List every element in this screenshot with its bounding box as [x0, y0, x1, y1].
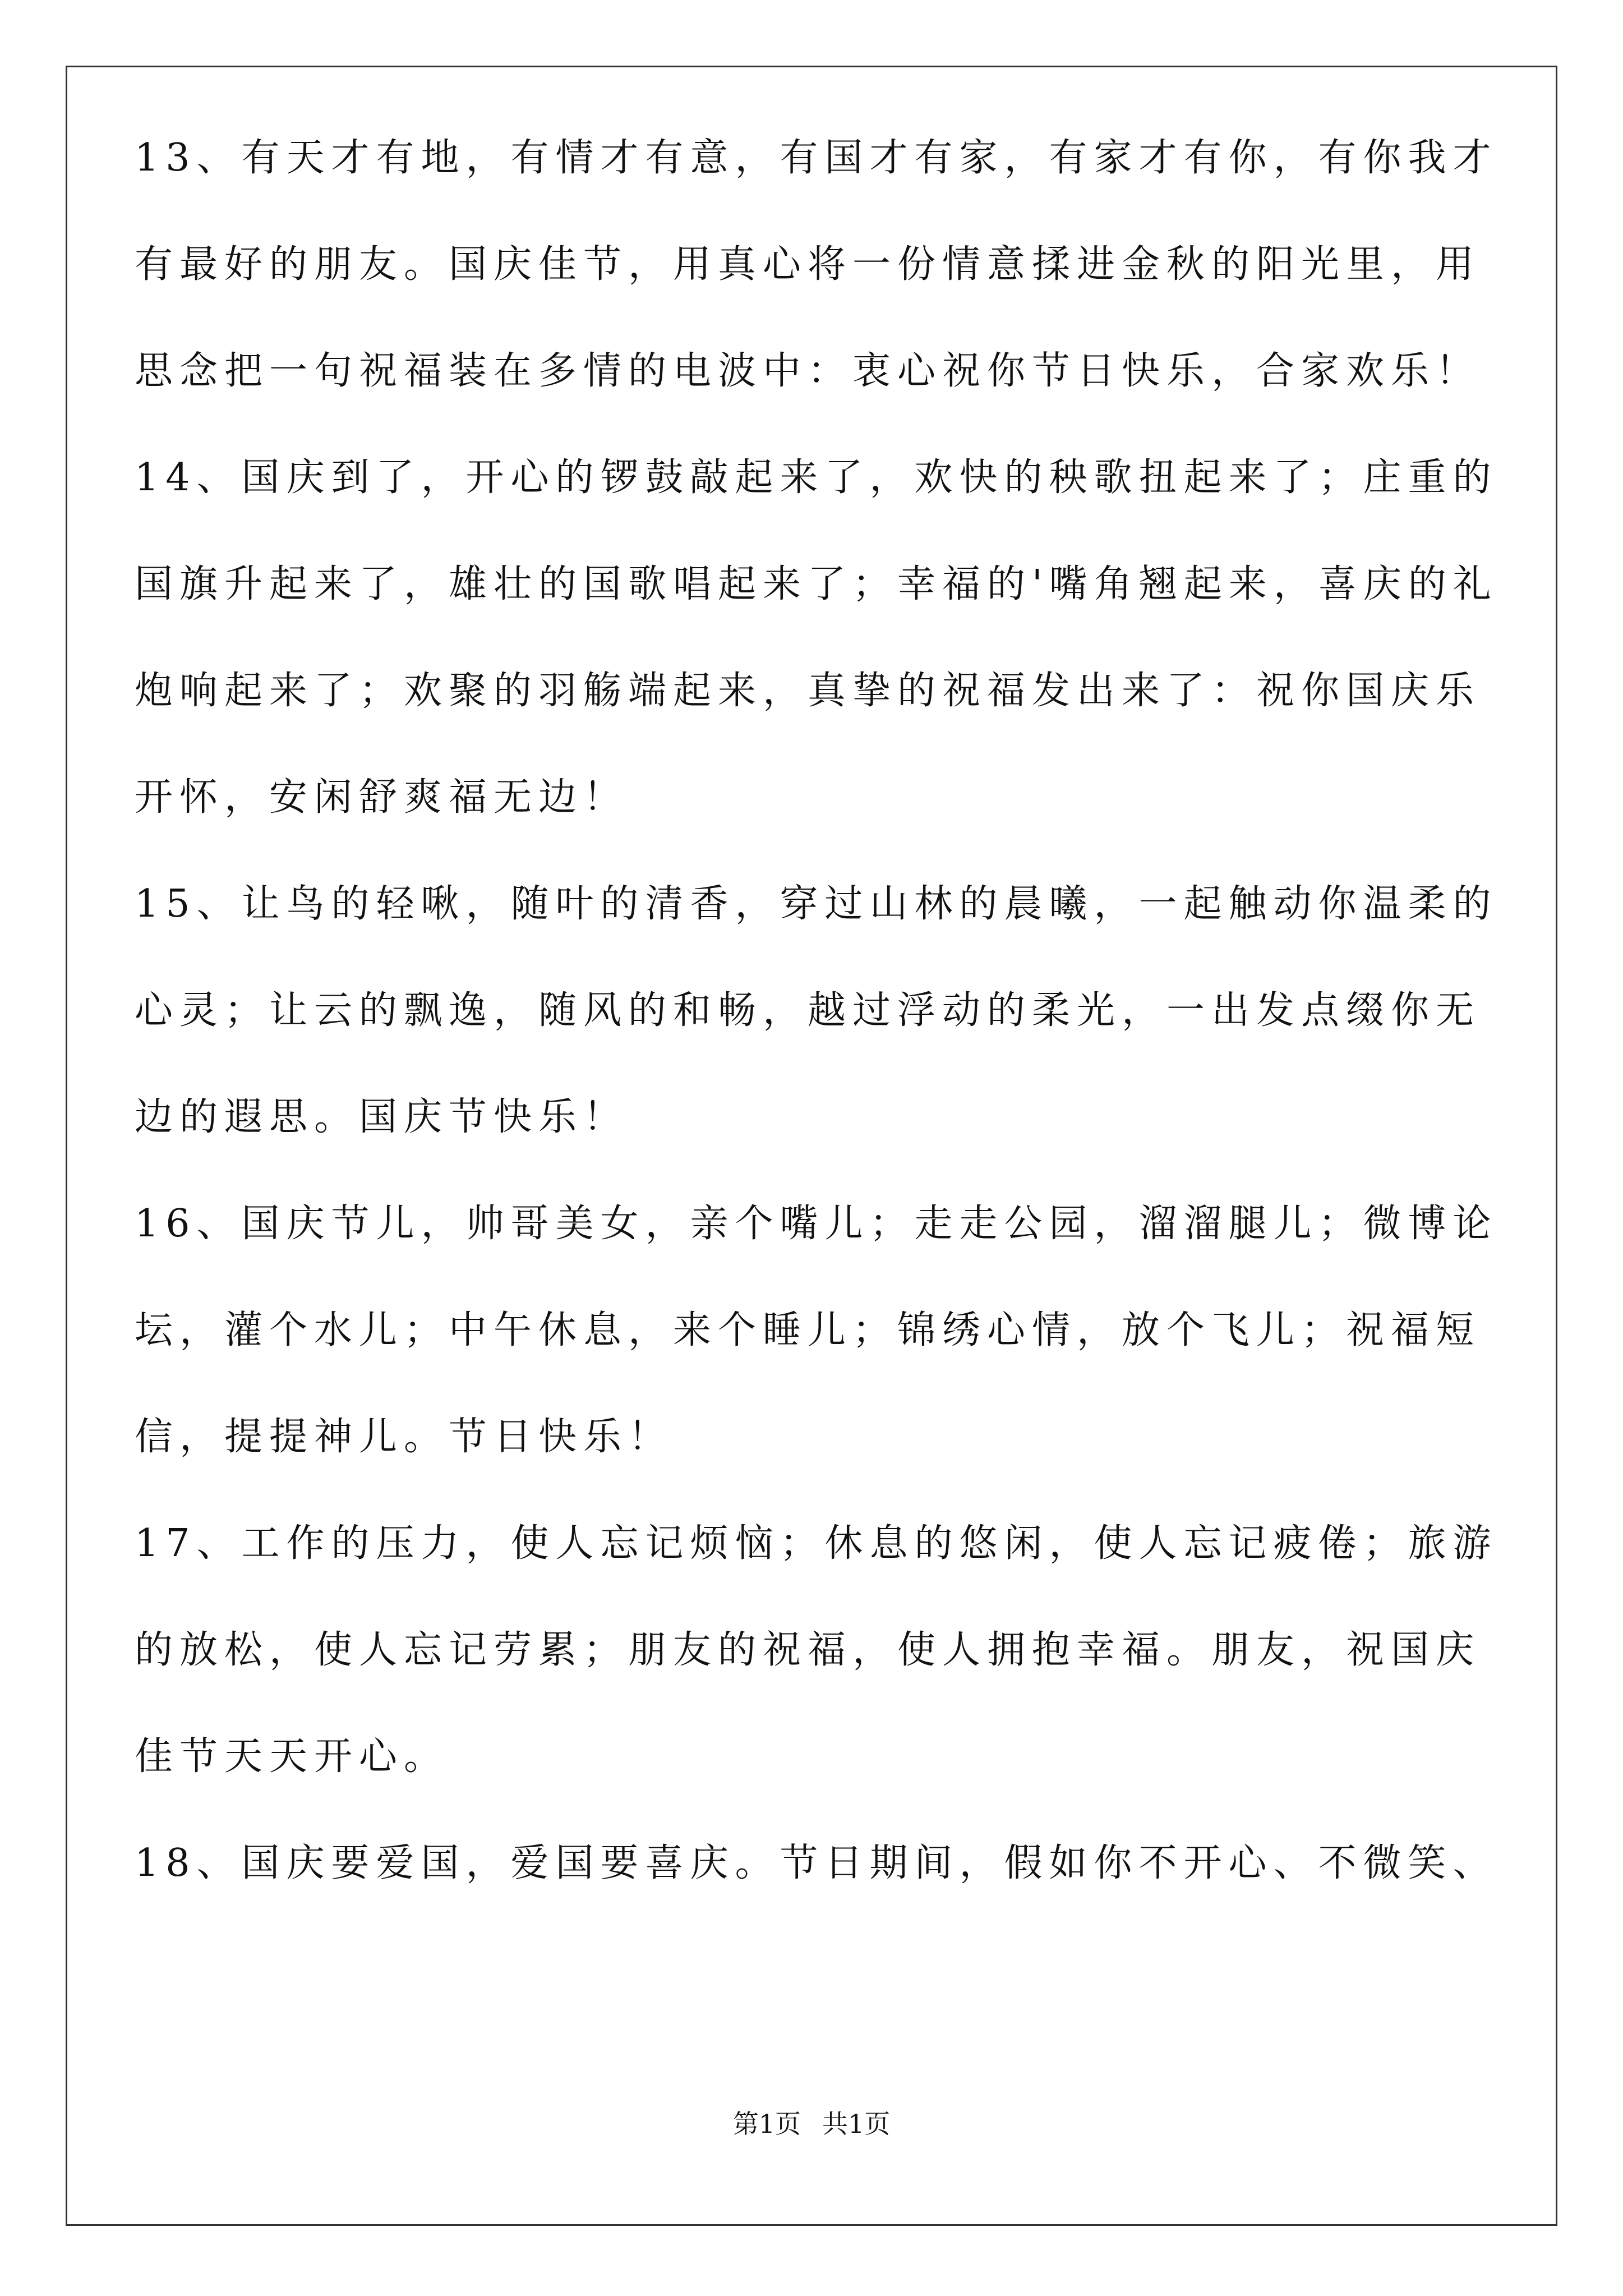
text-line: 13、有天才有地，有情才有意，有国才有家，有家才有你，有你我才 [135, 135, 1498, 180]
text-line: 心灵；让云的飘逸，随风的和畅，越过浮动的柔光，一出发点缀你无 [135, 988, 1481, 1033]
text-line: 的放松，使人忘记劳累；朋友的祝福，使人拥抱幸福。朋友，祝国庆 [135, 1627, 1481, 1672]
text-line: 信，提提神儿。节日快乐！ [135, 1414, 674, 1459]
page-footer [0, 2104, 1623, 2141]
text-line: 16、国庆节儿，帅哥美女，亲个嘴儿；走走公园，溜溜腿儿；微博论 [135, 1201, 1498, 1246]
text-line: 佳节天天开心。 [135, 1734, 449, 1779]
text-line: 15、让鸟的轻啾，随叶的清香，穿过山林的晨曦，一起触动你温柔的 [135, 881, 1498, 926]
text-lines [135, 101, 1553, 1913]
text-line: 17、工作的压力，使人忘记烦恼；休息的悠闲，使人忘记疲倦；旅游 [135, 1521, 1498, 1566]
text-line: 思念把一句祝福装在多情的电波中：衷心祝你节日快乐，合家欢乐！ [135, 348, 1481, 393]
text-line: 18、国庆要爱国，爱国要喜庆。节日期间，假如你不开心、不微笑、 [135, 1841, 1498, 1885]
page-total: 共1页 [822, 2109, 891, 2139]
text-line: 14、国庆到了，开心的锣鼓敲起来了，欢快的秧歌扭起来了；庄重的 [135, 455, 1498, 500]
document-body [135, 101, 1553, 1913]
text-line: 国旗升起来了，雄壮的国歌唱起来了；幸福的'嘴角翘起来，喜庆的礼 [135, 562, 1498, 606]
page-number: 第1页 [732, 2109, 801, 2139]
text-line: 边的遐思。国庆节快乐！ [135, 1094, 629, 1139]
text-line: 开怀，安闲舒爽福无边！ [135, 775, 629, 820]
text-line: 炮响起来了；欢聚的羽觞端起来，真挚的祝福发出来了：祝你国庆乐 [135, 668, 1481, 713]
text-line: 坛，灌个水儿；中午休息，来个睡儿；锦绣心情，放个飞儿；祝福短 [135, 1308, 1481, 1352]
text-line: 有最好的朋友。国庆佳节，用真心将一份情意揉进金秋的阳光里，用 [135, 242, 1481, 287]
